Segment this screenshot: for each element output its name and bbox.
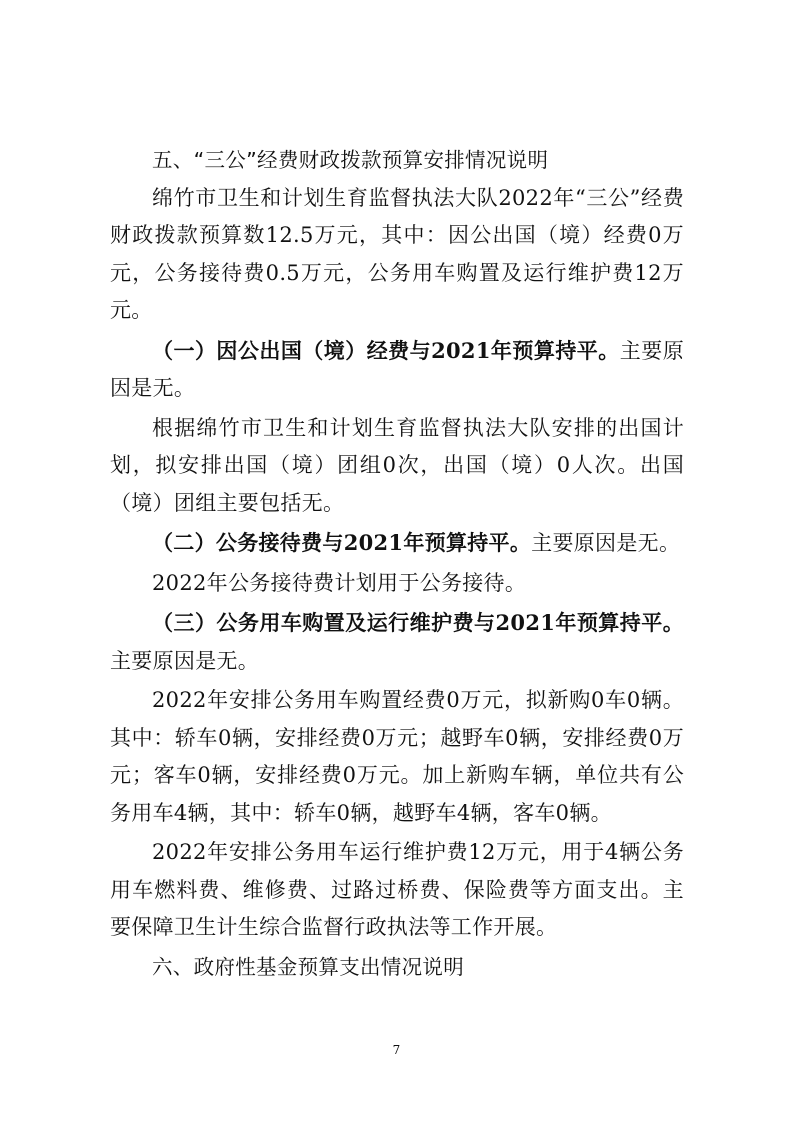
item-3-detail-2: 2022年安排公务用车运行维护费12万元，用于4辆公务用车燃料费、维修费、过路过桥费、保险费等方面支出。主要保障卫生计生综合监督行政执法等工作开展。 — [110, 840, 684, 939]
item-3-reason: 主要原因是无。 — [110, 648, 260, 673]
item-2-title: （二）公务接待费与2021年预算持平。 — [152, 530, 532, 555]
item-2-detail: 2022年公务接待费计划用于公务接待。 — [152, 570, 527, 595]
section-5-heading: 五、“三公”经费财政拨款预算安排情况说明 — [152, 148, 549, 172]
item-2-paragraph — [110, 524, 684, 563]
item-1-paragraph — [110, 332, 684, 408]
item-1-reason: 主要原因是无。 — [110, 338, 684, 400]
section-6-heading: 六、政府性基金预算支出情况说明 — [152, 954, 464, 979]
item-3-title: （三）公务用车购置及运行维护费与2021年预算持平。 — [152, 610, 684, 635]
item-1-detail: 根据绵竹市卫生和计划生育监督执法大队安排的出国计划，拟安排出国（境）团组0次，出国（境）0人次。出国（境）团组主要包括无。 — [110, 415, 684, 515]
page-content — [110, 142, 684, 986]
item-2-reason: 主要原因是无。 — [531, 531, 681, 555]
item-1-title: （一）因公出国（境）经费与2021年预算持平。 — [152, 337, 620, 363]
section-5-intro: 绵竹市卫生和计划生育监督执法大队2022年“三公”经费财政拨款预算数12.5万元，其中：因公出国（境）经费0万元，公务接待费0.5万元，公务用车购置及运行维护费12万元。 — [110, 185, 684, 322]
item-3-paragraph — [110, 604, 684, 680]
page-number: 7 — [392, 1043, 401, 1057]
item-3-detail-1: 2022年安排公务用车购置经费0万元，拟新购0车0辆。其中：轿车0辆，安排经费0万元；越野车0辆，安排经费0万元；客车0辆，安排经费0万元。加上新购车辆，单位共有公务用车4辆，其中：轿车0辆，越野车4辆，客车0辆。 — [110, 688, 684, 825]
